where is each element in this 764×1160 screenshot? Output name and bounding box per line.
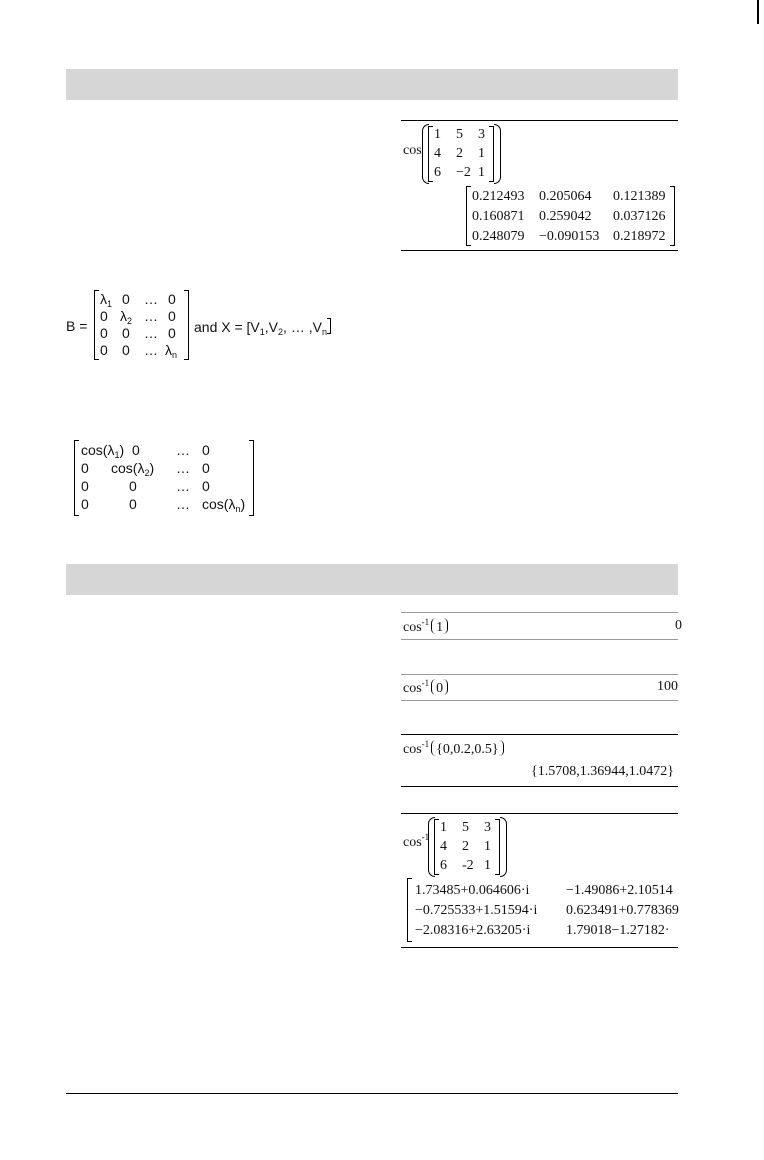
matrix-cell: 0: [100, 325, 108, 341]
ex3-input: [403, 740, 504, 758]
func-label: cos: [403, 620, 422, 635]
ex2-bottom-rule: [401, 700, 678, 701]
diag-right-bracket: [249, 440, 254, 516]
ex4-right-paren: [500, 817, 507, 877]
matrix-cell: −2: [456, 165, 471, 180]
ex2-input: [403, 679, 448, 697]
matrix-cell: 0.623491+0.778369: [566, 903, 679, 918]
subscript: 2: [144, 468, 150, 478]
matrix-cell: 0: [168, 308, 176, 324]
matrix-cell: …: [176, 496, 190, 512]
ex1-top-rule: [401, 612, 678, 613]
matrix-cell: cos(λ: [202, 496, 236, 512]
subscript: n: [235, 504, 241, 514]
matrix-cell: 4: [440, 839, 447, 854]
input-right-paren: [494, 124, 501, 184]
lambda-symbol: λ: [120, 308, 127, 324]
matrix-cell: ): [240, 496, 246, 512]
matrix-cell: 0.248079: [472, 229, 525, 244]
matrix-cell: …: [176, 478, 190, 494]
input-matrix: [434, 127, 492, 181]
matrix-cell: 6: [440, 858, 447, 873]
and-x-definition: [194, 318, 331, 335]
ex4-input-matrix: [440, 820, 498, 874]
ex1-bottom-rule: [401, 639, 678, 640]
matrix-cell: 0.160871: [472, 209, 525, 224]
matrix-cell: 5: [462, 820, 469, 835]
result-matrix: [472, 189, 673, 245]
matrix-cell: 0: [100, 342, 108, 358]
subscript: 1: [114, 450, 120, 460]
b-left-bracket: [94, 290, 99, 360]
ex4-result-col1: [415, 881, 537, 941]
ex4-top-rule: [401, 813, 678, 814]
ex1-input: [403, 618, 448, 636]
ex2-result: 100: [657, 679, 678, 694]
func-label: cos: [403, 835, 422, 850]
ex4-func: [403, 832, 430, 851]
matrix-cell: 0: [122, 291, 130, 307]
ex4-result-col2: [566, 881, 679, 941]
page-edge-mark: [757, 0, 759, 24]
section-header-bar-cos: [66, 69, 678, 100]
b-right-bracket: [184, 290, 189, 360]
matrix-cell: 0: [202, 460, 210, 476]
cos-func-label: cos: [403, 143, 422, 158]
arg-value: 1: [436, 620, 444, 635]
matrix-cell: …: [144, 291, 158, 307]
matrix-cell: 3: [484, 820, 491, 835]
matrix-cell: 0.259042: [539, 209, 592, 224]
superscript: -1: [421, 739, 430, 749]
matrix-cell: 0: [122, 325, 130, 341]
ex1-result: 0: [675, 618, 682, 633]
connector-text: and X = [V: [194, 319, 260, 335]
lambda-symbol: λ: [100, 291, 107, 307]
matrix-cell: 0: [81, 460, 89, 476]
matrix-cell: 0: [81, 496, 89, 512]
matrix-cell: 1: [484, 839, 491, 854]
paren-right: [443, 618, 448, 634]
matrix-cell: 0: [168, 291, 176, 307]
matrix-cell: −1.49086+2.10514: [566, 883, 673, 898]
input-left-bracket: [428, 126, 433, 182]
x-right-bracket: [327, 318, 331, 334]
paren-right: [499, 740, 504, 756]
matrix-cell: 0: [132, 442, 140, 458]
matrix-cell: 3: [478, 127, 485, 142]
matrix-cell: 0: [129, 478, 137, 494]
matrix-cell: -2: [462, 858, 474, 873]
paren-right: [443, 679, 448, 695]
matrix-cell: …: [144, 342, 158, 358]
matrix-cell: 4: [434, 146, 441, 161]
matrix-cell: …: [176, 442, 190, 458]
matrix-cell: …: [144, 325, 158, 341]
ex2-top-rule: [401, 674, 678, 675]
matrix-cell: 0.205064: [539, 189, 592, 204]
matrix-cell: ): [119, 442, 125, 458]
matrix-cell: 0.212493: [472, 189, 525, 204]
ex1-result-clip: [600, 618, 682, 636]
subscript: 1: [259, 327, 265, 337]
matrix-cell: 1: [478, 146, 485, 161]
matrix-cell: 0.037126: [613, 209, 666, 224]
connector-text: , … ,V: [283, 319, 322, 335]
arg-value: 0: [436, 681, 444, 696]
matrix-cell: 0: [122, 342, 130, 358]
subscript: 1: [107, 299, 113, 309]
matrix-cell: 0.218972: [613, 229, 666, 244]
diag-left-bracket: [74, 440, 79, 516]
example-top-rule: [401, 120, 678, 121]
matrix-cell: 0: [168, 325, 176, 341]
matrix-cell: 1: [484, 858, 491, 873]
connector-text: ,V: [264, 319, 279, 335]
section-header-bar-arccos: [66, 564, 678, 595]
matrix-cell: cos(λ: [81, 442, 115, 458]
matrix-cell: 2: [456, 146, 463, 161]
ex4-left-bracket: [434, 819, 439, 875]
matrix-cell: 6: [434, 165, 441, 180]
superscript: -1: [421, 617, 430, 627]
b-label: B =: [66, 318, 88, 334]
matrix-cell: 0.121389: [613, 189, 666, 204]
matrix-cell: 0: [202, 478, 210, 494]
matrix-cell: 1.73485+0.064606·i: [415, 883, 530, 898]
matrix-cell: 0: [100, 308, 108, 324]
subscript: 2: [278, 327, 284, 337]
ex3-bottom-rule: [401, 786, 678, 787]
footer-rule: [66, 1093, 678, 1094]
example-bottom-rule: [401, 250, 678, 251]
subscript: n: [172, 350, 178, 360]
result-left-bracket: [466, 186, 471, 246]
matrix-cell: cos(λ: [111, 460, 145, 476]
matrix-cell: 1.79018−1.27182·: [566, 923, 670, 938]
ex2-result-clip: [600, 679, 678, 697]
matrix-cell: −0.090153: [539, 229, 600, 244]
matrix-cell: 0: [202, 442, 210, 458]
matrix-cell: 0: [129, 496, 137, 512]
ex4-result-clip: [412, 878, 678, 942]
matrix-cell: …: [144, 308, 158, 324]
matrix-cell: −0.725533+1.51594·i: [415, 903, 538, 918]
matrix-cell: ): [149, 460, 155, 476]
matrix-cell: −2.08316+2.63205·i: [415, 923, 531, 938]
func-label: cos: [403, 681, 422, 696]
func-label: cos: [403, 742, 422, 757]
matrix-cell: …: [176, 460, 190, 476]
lambda-symbol: λ: [165, 342, 172, 358]
ex3-result: {1.5708,1.36944,1.0472}: [531, 764, 674, 779]
arg-list: {0,0.2,0.5}: [436, 742, 499, 757]
matrix-cell: 1: [434, 127, 441, 142]
superscript: -1: [421, 832, 430, 842]
ex4-bottom-rule: [401, 947, 678, 948]
result-right-bracket: [670, 186, 675, 246]
subscript: n: [321, 327, 327, 337]
matrix-cell: 1: [478, 165, 485, 180]
matrix-cell: 2: [462, 839, 469, 854]
matrix-cell: 0: [81, 478, 89, 494]
superscript: -1: [421, 678, 430, 688]
matrix-cell: 5: [456, 127, 463, 142]
subscript: 2: [127, 316, 133, 326]
ex3-top-rule: [401, 734, 678, 735]
matrix-cell: 1: [440, 820, 447, 835]
